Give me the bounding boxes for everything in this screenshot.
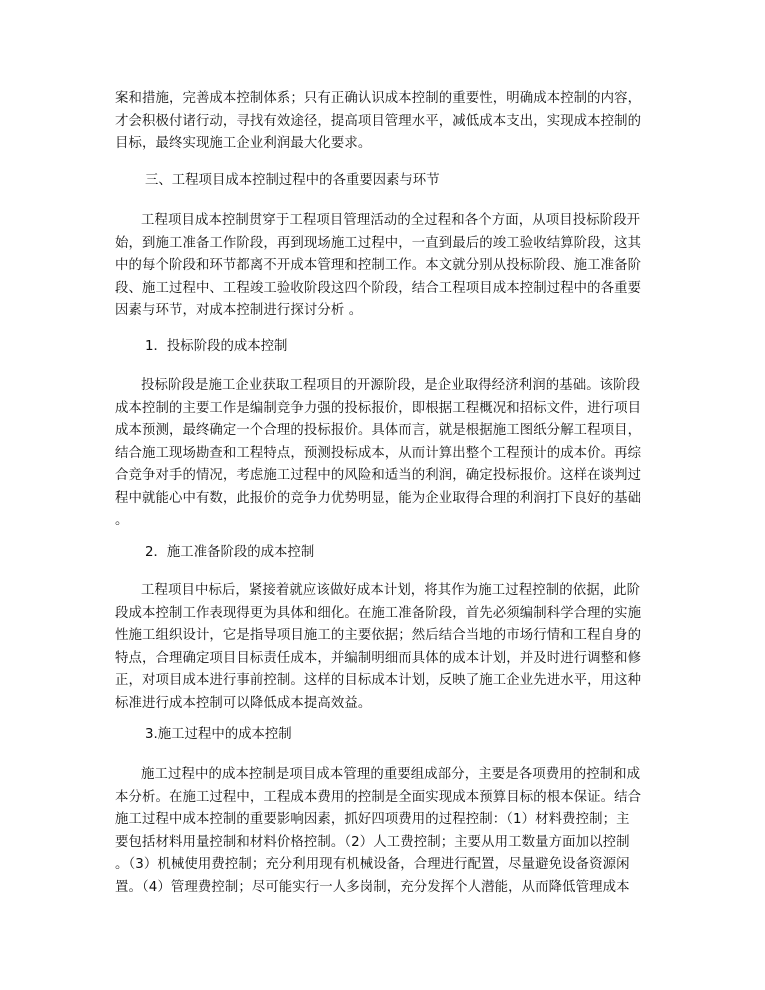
text-line: 中的每个阶段和环节都离不开成本管理和控制工作。本文就分别从投标阶段、施工准备阶 [115, 258, 642, 273]
text-line: 施工过程中的成本控制是项目成本管理的重要组成部分，主要是各项费用的控制和成 [141, 767, 641, 782]
text-line: 案和措施，完善成本控制体系；只有正确认识成本控制的重要性，明确成本控制的内容， [115, 91, 642, 106]
text-line: 本分析。在施工过程中，工程成本费用的控制是全面实现成本预算目标的根本保证。结合 [115, 789, 642, 805]
text-line: 段成本控制工作表现得更为具体和细化。在施工准备阶段，首先必须编制科学合理的实施 [115, 605, 642, 621]
text-line: 特点，合理确定项目目标责任成本，并编制明细而具体的成本计划，并及时进行调整和修 [115, 650, 642, 666]
paragraph-preparation [115, 580, 655, 715]
text-line: 合竞争对手的情况，考虑施工过程中的风险和适当的利润，确定投标报价。这样在谈判过 [115, 468, 642, 483]
text-line: 结合施工现场勘查和工程特点，预测投标成本，从而计算出整个工程预计的成本价。再综 [115, 445, 642, 461]
text-line: 才会积极付诸行动，寻找有效途径，提高项目管理水平，减低成本支出，实现成本控制的 [115, 113, 642, 129]
text-line: 工程项目成本控制贯穿于工程项目管理活动的全过程和各个方面，从项目投标阶段开 [141, 213, 641, 228]
text-line: 成本预测，最终确定一个合理的投标报价。具体而言，就是根据施工图纸分解工程项目， [115, 423, 642, 438]
text-line: 段、施工过程中、工程竣工验收阶段这四个阶段，结合工程项目成本控制过程中的各重要 [115, 280, 642, 296]
text-line: 目标，最终实现施工企业利润最大化要求。 [115, 136, 372, 151]
text-line: 工程项目中标后，紧接着就应该做好成本计划，将其作为施工过程控制的依据，此阶 [141, 583, 641, 598]
text-line: 成本控制的主要工作是编制竞争力强的投标报价，即根据工程概况和招标文件，进行项目 [115, 400, 642, 416]
section-heading: 三、工程项目成本控制过程中的各重要因素与环节 [145, 173, 440, 188]
text-line: 性施工组织设计，它是指导项目施工的主要依据；然后结合当地的市场行情和工程自身的 [115, 628, 642, 643]
subsection-heading-preparation: 2．施工准备阶段的成本控制 [145, 545, 315, 560]
text-line: 标准进行成本控制可以降低成本提高效益。 [115, 695, 372, 711]
subsection-heading-bidding: 1．投标阶段的成本控制 [145, 339, 288, 354]
text-line: 始，到施工准备工作阶段，再到现场施工过程中，一直到最后的竣工验收结算阶段，这其 [115, 235, 642, 251]
paragraph-intro-continued [115, 88, 655, 156]
text-line: 。 [115, 513, 129, 528]
text-line: 投标阶段是施工企业获取工程项目的开源阶段，是企业取得经济利润的基础。该阶段 [141, 378, 641, 393]
text-line: 程中就能心中有数，此报价的竞争力优势明显，能为企业取得合理的利润打下良好的基础 [115, 490, 642, 506]
subsection-heading-construction: 3.施工过程中的成本控制 [145, 727, 292, 742]
paragraph-construction [115, 764, 655, 899]
text-line: 因素与环节，对成本控制进行探讨分析 。 [115, 303, 363, 318]
text-line: 施工过程中成本控制的重要影响因素，抓好四项费用的过程控制：（1）材料费控制；主 [115, 812, 630, 827]
text-line: 。（3）机械使用费控制；充分利用现有机械设备，合理进行配置，尽量避免设备资源闲 [115, 857, 630, 872]
text-line: 置。（4）管理费控制；尽可能实行一人多岗制，充分发挥个人潜能，从而降低管理成本 [115, 879, 630, 895]
paragraph-overview [115, 210, 655, 323]
paragraph-bidding [115, 375, 655, 533]
text-line: 正，对项目成本进行事前控制。这样的目标成本计划，反映了施工企业先进水平，用这种 [115, 673, 642, 688]
text-line: 要包括材料用量控制和材料价格控制。（2）人工费控制；主要从用工数量方面加以控制 [115, 834, 630, 850]
